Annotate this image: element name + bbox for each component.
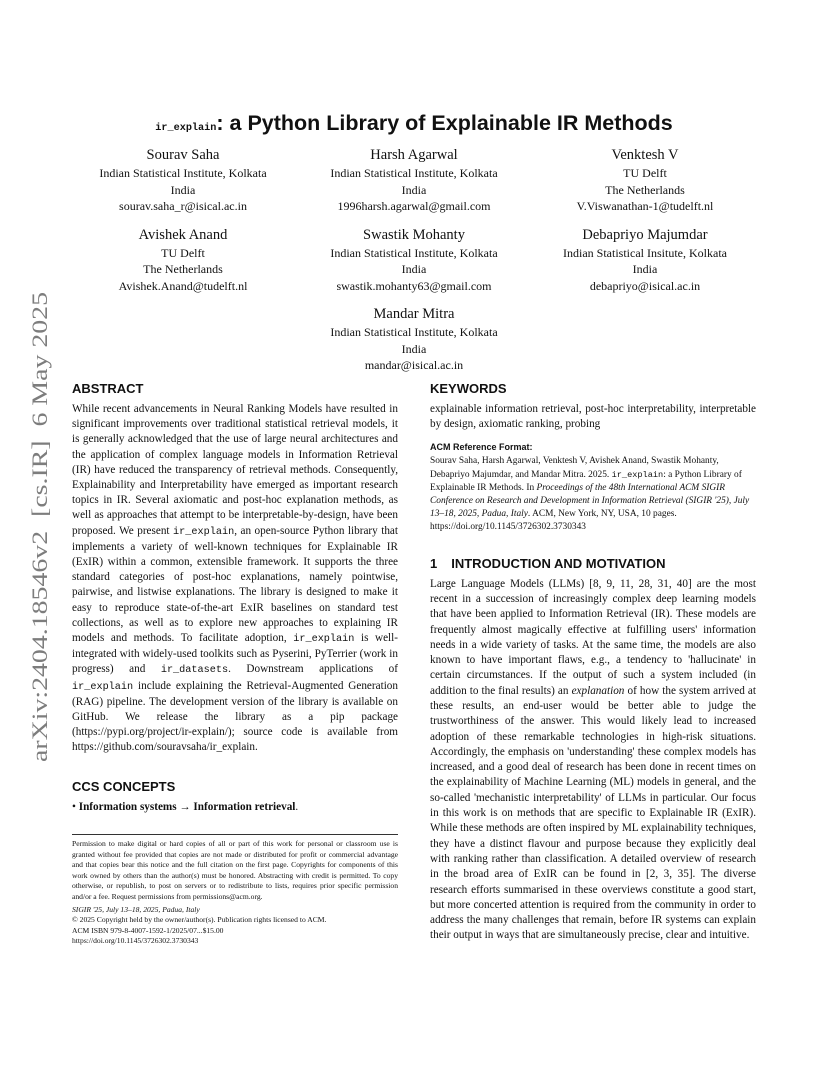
- author-card: [72, 146, 294, 215]
- abstract-text: While recent advancements in Neural Ranking Models have resulted in significant improvements over traditional statistical retrieval models, it is generally acknowledged that the use of large neural architectures and the application of complex language models in Information Retrieval (IR) have reduced the transparency of retrieval methods. Consequently, Explainability and Interpretability have emerged as important research topics in IR. Several axiomatic and post-hoc explanation methods, as well as approaches that attempt to be interpretable-by-design, have been proposed. We present ir_explain, an open-source Python library that implements a variety of well-known techniques for Explainable IR (ExIR) within a common, extensible framework. It supports the three standard categories of post-hoc explanations, namely pointwise, pairwise, and listwise explanations. The library is designed to make it easy to reproduce state-of-the-art ExIR baselines on standard test collections, as well as to explore new approaches to explaining IR models and methods. To facilitate adoption, ir_explain is well-integrated with widely-used toolkits such as Pyserini, PyTerrier (work in progress) and ir_datasets. Downstream applications of ir_explain include explaining the Retrieval-Augmented Generation (RAG) pipeline. The development version of the library is available on GitHub. We release the library as a pip package (https://pypi.org/project/ir-explain/); source code is available from https://github.com/souravsaha/ir_explain.: [72, 403, 399, 754]
- abstract-heading: ABSTRACT: [72, 381, 144, 396]
- ccs-heading: CCS CONCEPTS: [72, 778, 176, 794]
- author-country: The Netherlands: [143, 262, 223, 276]
- author-email[interactable]: mandar@isical.ac.in: [364, 358, 464, 372]
- author-row-3: [72, 305, 756, 374]
- isbn-line: ACM ISBN 979-8-4007-1592-1/2025/07...$15.00: [72, 925, 224, 935]
- author-card: [303, 146, 525, 215]
- author-country: India: [401, 182, 427, 197]
- acm-reference-text: Sourav Saha, Harsh Agarwal, Venktesh V, Avishek Anand, Swastik Mohanty, Debapriyo Majumdar, and Mandar Mitra. 2025. ir_explain: a Python Library of Explainable IR Methods. In Proceedings of the 48th International ACM SIGIR Conference on Research and Development in Information Retrieval (SIGIR '25), July 13–18, 2025, Padua, Italy. ACM, New York, NY, USA, 10 pages. https://doi.org/10.1145/3726302.3730343: [430, 456, 750, 533]
- author-affiliation: TU Delft: [161, 245, 205, 260]
- author-email[interactable]: swastik.mohanty63@gmail.com: [336, 278, 492, 293]
- copyright-line: © 2025 Copyright held by the owner/author(s). Publication rights licensed to ACM.: [72, 915, 327, 925]
- author-name: Venktesh V: [611, 147, 679, 163]
- author-block: [72, 146, 756, 385]
- author-name: Swastik Mohanty: [363, 226, 465, 243]
- code-term: ir_explain: [611, 469, 664, 480]
- keywords-heading: KEYWORDS: [430, 381, 507, 396]
- title-code: ir_explain: [155, 123, 217, 134]
- copyright-footnote: [72, 834, 398, 947]
- keywords-section: [430, 380, 756, 432]
- author-email[interactable]: Avishek.Anand@tudelft.nl: [118, 278, 248, 293]
- author-affiliation: Indian Statistical Institute, Kolkata: [330, 325, 498, 339]
- author-email[interactable]: sourav.saha_r@isical.ac.in: [119, 199, 247, 213]
- author-country: India: [401, 341, 427, 356]
- introduction-text: Large Language Models (LLMs) [8, 9, 11, 28, 31, 40] are the most recent in a succession of increasingly complex deep learning models that have been applied to Information Retrieval (IR). These models are frequently almost magically effective at fulfilling users' information needs in a wide variety of tasks. At the same time, the models are also known to have important flaws, e.g., a tendency to 'hallucinate' in certain circumstances. If the output of such a system included (in addition to the final results) an explanation of how the system arrived at these results, an end-user would be better able to judge the trustworthiness of the answer. This would likely lead to increased adoption of these remarkable technologies in high-risk situations. Accordingly, the emphasis on 'understanding' these complex models has increased, and a good deal of research has been done in recent times on the explainability of Machine Learning (ML) models in general, and the so-called 'mechanistic interpretability' of LLMs in particular. Our focus in this work is on methods that are specific to Explainable IR (ExIR). While these methods are often inspired by ML explainability techniques, they have a distinct flavour and purpose because they explicitly deal with ranking rather than classification. A detailed overview of research in the broad area of ExIR can be found in [2, 3, 35]. The diverse research efforts summarised in these overviews constitute a good start, but more concerted attention is required from the community in order to address the many challenges that remain, before IR systems can explain their output in ways that are simultaneously precise, clear and intuitive.: [430, 577, 756, 942]
- acm-reference-heading: ACM Reference Format:: [430, 442, 533, 453]
- author-card: [303, 226, 525, 295]
- author-email[interactable]: debapriyo@isical.ac.in: [589, 278, 701, 293]
- abstract-section: [72, 380, 398, 756]
- author-country: India: [401, 262, 427, 276]
- doi-line[interactable]: https://doi.org/10.1145/3726302.3730343: [72, 936, 199, 946]
- author-country: The Netherlands: [605, 182, 685, 197]
- author-name: Debapriyo Majumdar: [582, 226, 708, 243]
- arxiv-side-stamp: [16, 292, 58, 762]
- author-card: [534, 226, 756, 295]
- introduction-heading: [430, 555, 756, 573]
- acm-reference-section: [430, 442, 756, 534]
- author-affiliation: Indian Statistical Institute, Kolkata: [330, 166, 498, 180]
- author-country: India: [170, 182, 196, 197]
- code-term: ir_explain: [293, 634, 355, 646]
- paper-title: [72, 106, 756, 146]
- author-email[interactable]: V.Viswanathan-1@tudelft.nl: [576, 199, 714, 213]
- author-affiliation: Indian Statistical Institute, Kolkata: [330, 245, 498, 260]
- author-row-2: [72, 226, 756, 295]
- author-name: Mandar Mitra: [373, 306, 455, 322]
- author-email[interactable]: 1996harsh.agarwal@gmail.com: [337, 199, 491, 213]
- author-row-1: [72, 146, 756, 215]
- author-card: [72, 226, 294, 295]
- permission-notice: Permission to make digital or hard copies of all or part of this work for personal or classroom use is granted without fee provided that copies are not made or distributed for profit or commercial advantage and that copies bear this notice and the full citation on the first page. Copyrights for components of this work owned by others than the author(s) must be honored. Abstracting with credit is permitted. To copy otherwise, or republish, to post on servers or to redistribute to lists, requires prior specific permission and/or a fee. Request permissions from permissions@acm.org.: [72, 839, 398, 901]
- keywords-text: explainable information retrieval, post-hoc interpretability, interpretable by design, axiomatic ranking, probing: [430, 403, 756, 431]
- code-term: ir_datasets: [160, 665, 229, 677]
- right-column: [430, 380, 756, 944]
- ccs-concepts-text: • Information systems → Information retrieval.: [72, 800, 299, 813]
- author-name: Avishek Anand: [138, 226, 228, 243]
- author-affiliation: Indian Statistical Institute, Kolkata: [99, 166, 267, 180]
- author-name: Sourav Saha: [146, 147, 220, 163]
- author-card: [534, 146, 756, 215]
- left-column: [72, 380, 398, 815]
- title-rest: : a Python Library of Explainable IR Methods: [216, 111, 673, 135]
- author-affiliation: Indian Statistical Insitute, Kolkata: [563, 245, 727, 260]
- ccs-concepts-section: [72, 778, 398, 815]
- section-title: INTRODUCTION AND MOTIVATION: [451, 555, 666, 571]
- section-number: 1: [430, 555, 438, 571]
- author-name: Harsh Agarwal: [370, 147, 458, 163]
- arxiv-identifier: arXiv:2404.18546v2 [cs.IR] 6 May 2025: [27, 382, 52, 762]
- author-affiliation: TU Delft: [623, 166, 667, 180]
- code-term: ir_explain: [72, 681, 134, 693]
- venue-line: SIGIR '25, July 13–18, 2025, Padua, Italy: [72, 904, 200, 914]
- code-term: ir_explain: [173, 526, 235, 538]
- author-card: [303, 305, 525, 374]
- author-country: India: [632, 262, 658, 276]
- introduction-section: [430, 555, 756, 944]
